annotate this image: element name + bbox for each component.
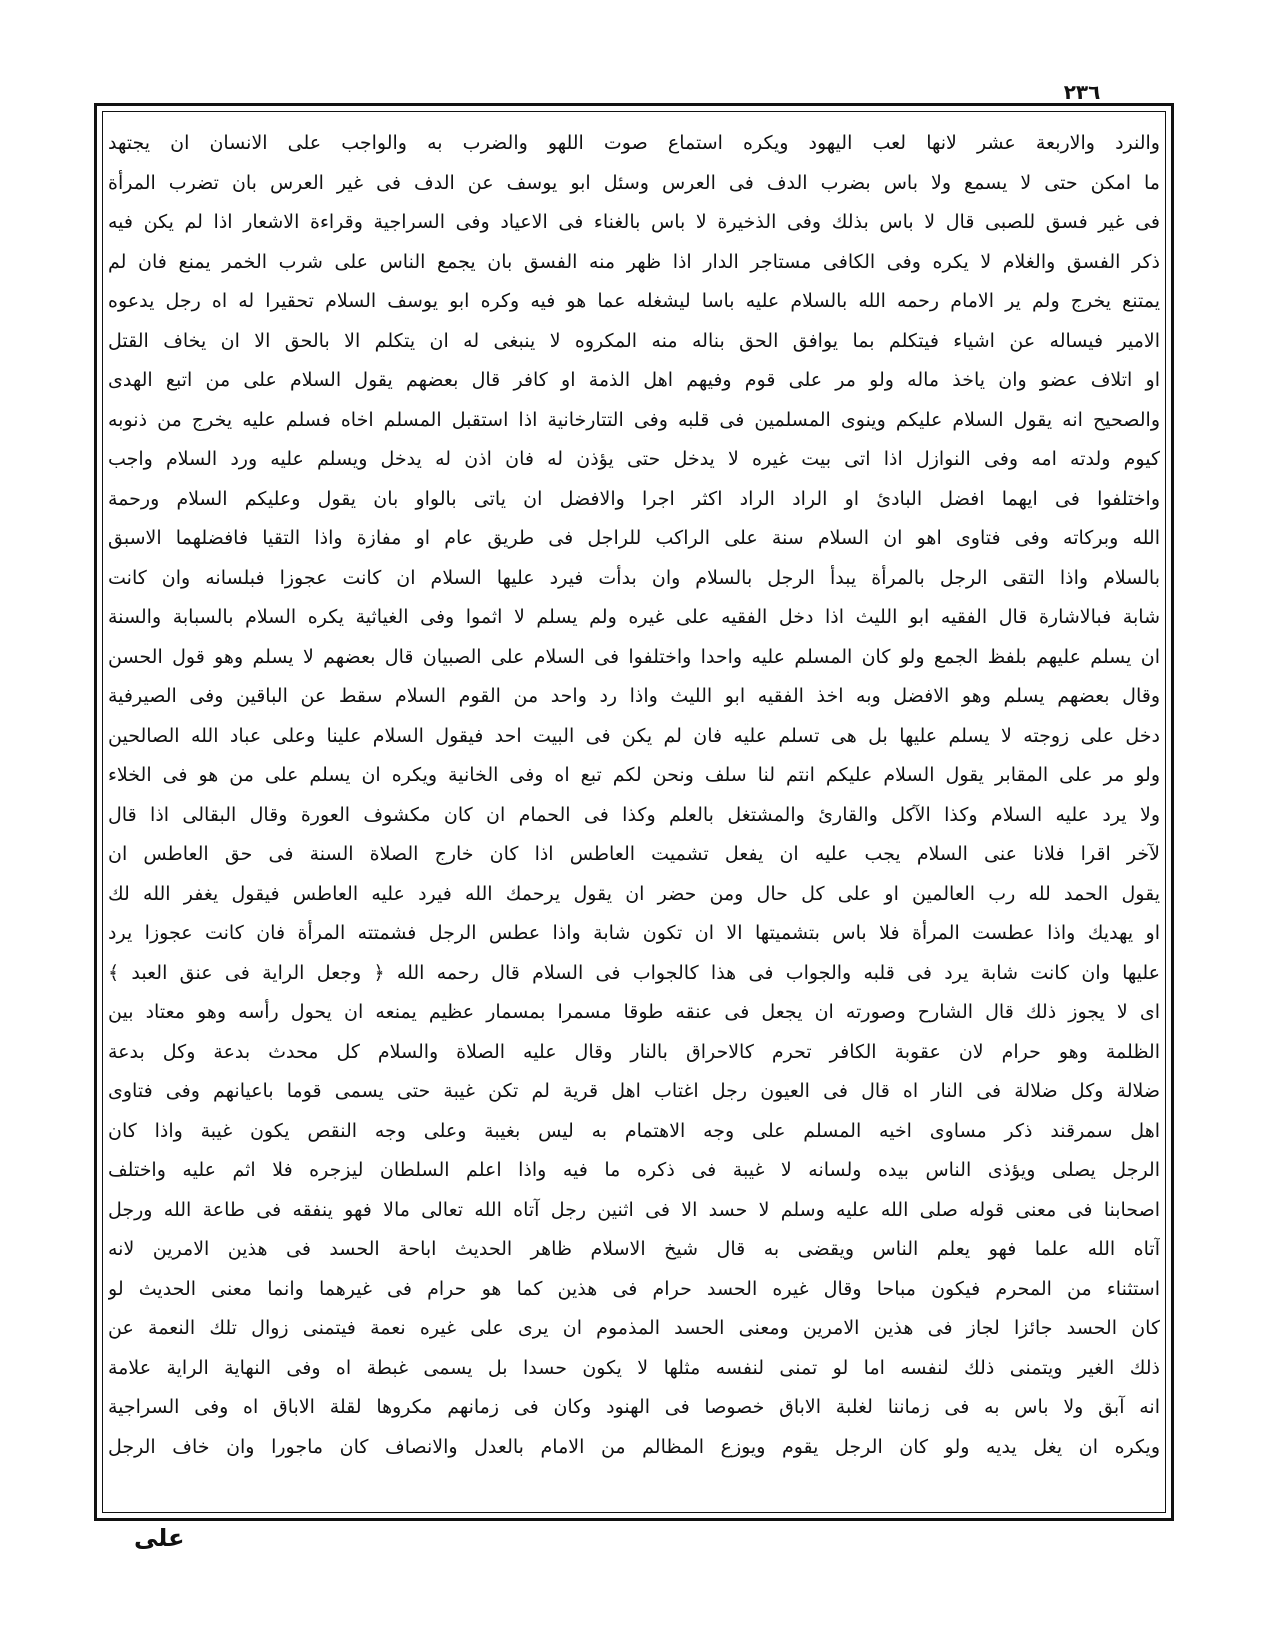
text-line: فى غير فسق للصبى قال لا باس بذلك وفى الذخيرة لا باس بالغناء فى الاعياد وفى السراجية وقراءة الاشعار اذا لم يكن فيه bbox=[108, 211, 1160, 233]
text-line: الله وبركاته وفى فتاوى اهو ان السلام سنة على الراكب للراجل فى طريق عام او مفازة واذا التقيا فافضلهما الاسبق bbox=[108, 527, 1160, 549]
text-line: والنرد والاربعة عشر لانها لعب اليهود ويكره استماع صوت اللهو والضرب به والواجب على الانسان ان يجتهد bbox=[108, 132, 1160, 154]
catchword: على bbox=[134, 1524, 185, 1552]
text-line: ولا يرد عليه السلام وكذا الآكل والقارئ والمشتغل بالعلم وكذا فى الحمام ان كان مكشوف العورة وقال البقالى اذا قال bbox=[108, 803, 1160, 826]
text-line bbox=[108, 1467, 1160, 1507]
text-line: دخل على زوجته لا يسلم عليها بل هى تسلم عليه فان لم يكن فى البيت احد فيقول السلام علينا وعلى عباد الله الصالحين bbox=[108, 724, 1160, 747]
text-line: الامير فيساله عن اشياء فيتكلم بما يوافق الحق بناله منه المكروه لا ينبغى له ان يتكلم الا بالحق الا ان يخاف القتل bbox=[108, 329, 1160, 352]
text-line: استثناء من المحرم فيكون مباحا وقال غيره الحسد حرام فى هذين كما هو حرام فى غيرهما وانما معنى الحديث لو bbox=[108, 1277, 1160, 1300]
text-line: ذلك الغير ويتمنى ذلك لنفسه اما لو تمنى لنفسه مثلها لا يكون حسدا بل يسمى غبطة اه وفى النهاية الراية علامة bbox=[108, 1356, 1160, 1379]
text-line: ذكر الفسق والغلام لا يكره وفى الكافى مستاجر الدار اذا ظهر منه الفسق بان يجمع الناس على شرب الخمر يمنع فان لم bbox=[108, 250, 1160, 273]
text-line: والصحيح انه يقول السلام عليكم وينوى المسلمين فى قلبه وفى التتارخانية اذا استقبل المسلم اخاه فسلم عليه يخرج من ذنوبه bbox=[108, 408, 1160, 431]
text-line: اى لا يجوز ذلك قال الشارح وصورته ان يجعل فى عنقه طوقا مسمرا بمسمار عظيم يمنعه ان يحول رأسه وهو معتاد بين bbox=[108, 1001, 1160, 1023]
text-line: يقول الحمد لله رب العالمين او على كل حال ومن حضر ان يقول يرحمك الله فيرد عليه العاطس فيقول يغفر الله لك bbox=[108, 882, 1160, 905]
page-number: ٢٣٦ bbox=[1063, 80, 1101, 104]
main-text-body bbox=[108, 124, 1160, 1508]
text-line: ويكره ان يغل يديه ولو كان الرجل يقوم ويوزع المظالم من الامام بالعدل والانصاف كان ماجورا وان خاف الرجل bbox=[108, 1435, 1160, 1458]
text-line: اصحابنا فى معنى قوله صلى الله عليه وسلم لا حسد الا فى اثنين رجل آتاه الله تعالى مالا فهو ينفقه فى طاعة الله ورجل bbox=[108, 1198, 1160, 1221]
text-line: يمتنع يخرج ولم ير الامام رحمه الله بالسلام عليه باسا ليشغله عما هو فيه وكره ابو يوسف السلام تحقيرا له اه رجل يدعوه bbox=[108, 290, 1160, 312]
text-line: عليها وان كانت شابة يرد فى قلبه والجواب فى هذا كالجواب فى السلام قال رحمه الله ﴿ وجعل الراية فى عنق العبد ﴾ bbox=[108, 961, 1160, 984]
text-line: ما امكن حتى لا يسمع ولا باس بضرب الدف فى العرس وسئل ابو يوسف عن الدف فى غير العرس بان تضرب المرأة bbox=[108, 171, 1160, 194]
text-line: اهل سمرقند ذكر مساوى اخيه المسلم على وجه الاهتمام به ليس بغيبة وعلى وجه النقص يكون غيبة واذا كان bbox=[108, 1119, 1160, 1142]
text-line: الرجل يصلى ويؤذى الناس بيده ولسانه لا غيبة فى ذكره ما فيه واذا اعلم السلطان ليزجره فلا اثم عليه واختلف bbox=[108, 1159, 1160, 1181]
text-line: كيوم ولدته امه وفى النوازل اذا اتى بيت غيره لا يدخل حتى يؤذن له فان اذن له يدخل ويسلم عليه ورد السلام واجب bbox=[108, 448, 1160, 470]
text-line: الظلمة وهو حرام لان عقوبة الكافر تحرم كالاحراق بالنار وقال عليه الصلاة والسلام كل محدث بدعة وكل بدعة bbox=[108, 1040, 1160, 1063]
text-line: ضلالة وكل ضلالة فى النار اه قال فى العيون رجل اغتاب اهل قرية لم تكن غيبة حتى يسمى قوما باعيانهم وفى فتاوى bbox=[108, 1080, 1160, 1102]
text-line: وقال بعضهم يسلم وهو الافضل وبه اخذ الفقيه ابو الليث واذا رد واحد من القوم السلام سقط عن الباقين وفى الصيرفية bbox=[108, 685, 1160, 707]
text-line: شابة فبالاشارة قال الفقيه ابو الليث اذا دخل الفقيه على غيره ولم يسلم لا اثموا وفى الغياثية يكره السلام بالسبابة والسنة bbox=[108, 606, 1160, 628]
text-line: آتاه الله علما فهو يعلم الناس ويقضى به قال شيخ الاسلام ظاهر الحديث اباحة الحسد فى هذين الامرين لانه bbox=[108, 1238, 1160, 1260]
text-line: بالسلام واذا التقى الرجل بالمرأة يبدأ الرجل بالسلام وان بدأت فيرد عليها السلام ان كانت عجوزا فبلسانه وان كانت bbox=[108, 566, 1160, 589]
text-line: انه آبق ولا باس به فى زماننا لغلبة الاباق خصوصا فى الهنود وكان فى زمانهم مكروها لقلة الاباق اه وفى السراجية bbox=[108, 1396, 1160, 1418]
text-line: كان الحسد جائزا لجاز فى هذين الامرين ومعنى الحسد المذموم ان يرى على غيره نعمة فيتمنى زوال تلك النعمة عن bbox=[108, 1317, 1160, 1339]
text-line: ان يسلم عليهم بلفظ الجمع ولو كان المسلم عليه واحدا واختلفوا فى السلام على الصبيان قال بعضهم لا يسلم وهو قول الحسن bbox=[108, 645, 1160, 668]
text-line: ولو مر على المقابر يقول السلام عليكم انتم لنا سلف ونحن لكم تبع اه وفى الخانية ويكره ان يسلم على من هو فى الخلاء bbox=[108, 764, 1160, 786]
text-line: او يهديك واذا عطست المرأة فلا باس بتشميتها الا ان تكون شابة واذا عطس الرجل فشمتته المرأة فان كانت عجوزا يرد bbox=[108, 922, 1160, 944]
text-line: واختلفوا فى ايهما افضل البادئ او الراد الراد اكثر اجرا والافضل ان ياتى بالواو بان يقول وعليكم السلام ورحمة bbox=[108, 487, 1160, 510]
text-line: او اتلاف عضو وان ياخذ ماله ولو مر على قوم وفيهم اهل الذمة او كافر قال بعضهم يقول السلام على من اتبع الهدى bbox=[108, 369, 1160, 391]
text-line: لآخر اقرا فلانا عنى السلام يجب عليه ان يفعل تشميت العاطس اذا كان خارج الصلاة السنة فى حق العاطس ان bbox=[108, 843, 1160, 865]
